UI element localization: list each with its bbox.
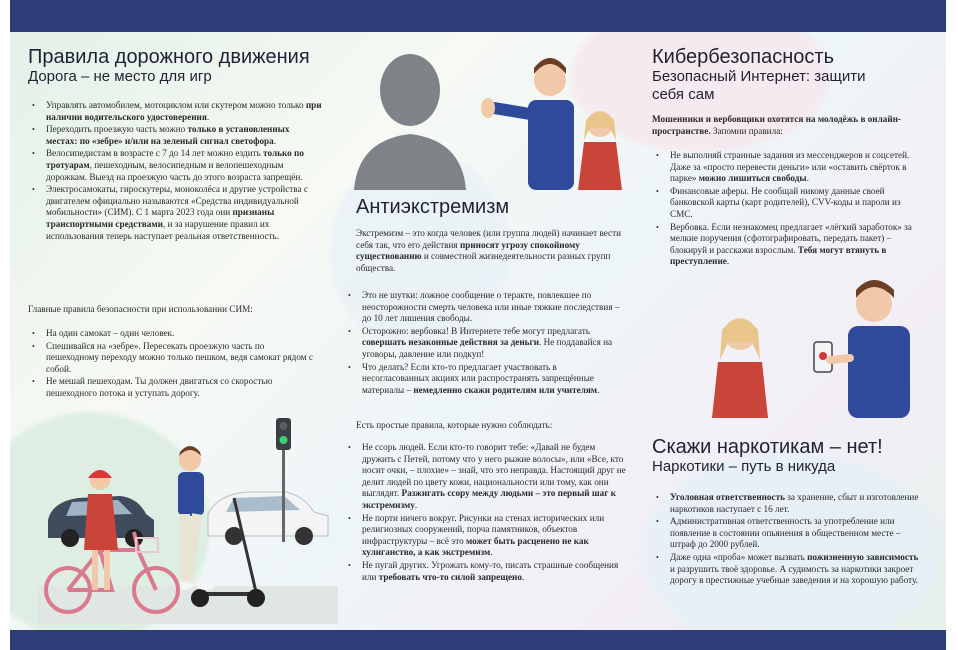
bottom-band (10, 630, 946, 650)
cyber-title: Кибербезопасность (652, 46, 834, 68)
white-car (208, 492, 328, 545)
extremism-column (344, 32, 634, 630)
drugs-item: • Даже одна «проба» может вызвать пожизненную зависимость и разрушить твоё здоровье. А судимость за наркотики закроет дорогу в престижные учебные заведения и на хорошую работу. (652, 552, 924, 587)
road-item: • Управлять автомобилем, мотоциклом или скутером можно только при наличии водительского удостоверения. (28, 100, 323, 123)
cyber-item: • Финансовые аферы. Не сообщай никому данные своей банковской карты (карт родителей), CVV-коды и пароли из СМС. (652, 186, 922, 221)
extremism-rule: • Не пугай других. Угрожать кому-то, писать страшные сообщения или требовать что-то силой запрещено. (344, 560, 626, 583)
extremism-rules-list (344, 442, 626, 584)
extremism-title: Антиэкстремизм (356, 196, 510, 218)
extremism-rules-title: Есть простые правила, которые нужно соблюдать: (356, 420, 553, 430)
silhouette-figure (354, 54, 466, 190)
road-item: • Переходить проезжую часть можно только в установленных местах: по «зебре» и/или на зеленый сигнал светофора. (28, 124, 323, 147)
sim-item: • Спешивайся на «зебре». Пересекать проезжую часть по пешеходному переходу можно только пешком, ведя самокат рядом с собой. (28, 341, 318, 376)
road-column (28, 32, 328, 630)
extremism-intro: Экстремизм – это когда человек (или группа людей) начинает вести себя так, что его действия приносят угрозу спокойному существованию и совместной жизнедеятельности разных групп общества. (356, 228, 622, 273)
girl-worried (712, 318, 768, 418)
sim-list (28, 328, 318, 401)
road-illustration (38, 410, 338, 624)
cyber-subtitle: Безопасный Интернет: защити себя сам (652, 68, 866, 103)
extremism-item: • Это не шутки: ложное сообщение о теракте, повлекшее по неосторожности смерть человека или иные тяжкие последствия – до 10 лет лишения свободы. (344, 290, 626, 325)
road-list (28, 100, 323, 243)
road-item: • Велосипедистам в возрасте с 7 до 14 лет можно ездить только по тротуарам, пешеходным, велосипедным и велопешеходным дорожкам. Выезд на проезжую часть до этого возраста запрещён. (28, 148, 323, 183)
alert-icon (819, 352, 827, 360)
extremism-list (344, 290, 626, 397)
road-subtitle: Дорога – не место для игр (28, 68, 212, 85)
sim-title: Главные правила безопасности при использовании СИМ: (28, 304, 253, 314)
brochure-sheet (10, 32, 946, 630)
extremism-rule: • Не ссорь людей. Если кто-то говорит тебе: «Давай не будем дружить с Петей, потому что у него рыжие волосы», или «Все, кто носит очки, – плохие» – знай, что это неправда. Настоящий друг не делит людей по цвету кожи, национальности или тому, как они выглядят. Разжигать ссору между людьми – это первый шаг к экстремизму. (344, 442, 626, 512)
boy-with-phone (814, 280, 910, 418)
extremism-rule: • Не порти ничего вокруг. Рисунки на стенах исторических или религиозных сооружений, порча памятников, объектов инфраструктуры – всё это может быть расценено не как хулиганство, а как экстремизм. (344, 513, 626, 559)
drugs-item: • Административная ответственность за употребление или появление в состоянии опьянения в общественном месте – штраф до 2000 рублей. (652, 516, 924, 551)
girl-cyclist (84, 470, 118, 590)
cyber-list (652, 150, 922, 269)
cyber-illustration (698, 268, 934, 418)
boy-stop-gesture (481, 58, 574, 190)
drugs-subtitle: Наркотики – путь в никуда (652, 458, 836, 475)
extremism-illustration (354, 48, 634, 190)
helmet-icon (88, 470, 112, 478)
cyber-item: • Вербовка. Если незнакомец предлагает «лёгкий заработок» за мелкие поручения (сфотографировать, передать пакет) – блокируй и расскажи взрослым. Тебя могут втянуть в преступление. (652, 222, 922, 268)
cyber-item: • Не выполняй странные задания из мессенджеров и соцсетей. Даже за «просто перевести деньги» или «оставить свёрток в парке» можно лишиться свободы. (652, 150, 922, 185)
extremism-item: • Осторожно: вербовка! В Интернете тебе могут предлагать совершать незаконные действия за деньги. Не поддавайся на уговоры, давление или подкуп! (344, 326, 626, 361)
extremism-item: • Что делать? Если кто-то предлагает участвовать в несогласованных акциях или распространять запрещённые материалы – немедленно скажи родителям или учителям. (344, 362, 626, 397)
cyber-column (652, 32, 934, 630)
sim-item: • Не мешай пешеходам. Ты должен двигаться со скоростью пешеходного потока и уступать дорогу. (28, 376, 318, 399)
road-title: Правила дорожного движения (28, 46, 310, 68)
drugs-title: Скажи наркотикам – нет! (652, 436, 883, 458)
cyber-intro: Мошенники и вербовщики охотятся на молодёжь в онлайн-пространстве. Запомни правила: (652, 114, 901, 136)
road-item: • Электросамокаты, гироскутеры, моноколёса и другие устройства с двигателем официально называются «Средства индивидуальной мобильности» (СИМ). С 1 марта 2023 года они признаны транспортными средствами, и за нарушение правил их использования теперь наступает реальная ответственность. (28, 184, 323, 242)
drugs-list (652, 492, 924, 588)
little-girl (578, 111, 622, 190)
top-band (10, 0, 946, 32)
drugs-item: • Уголовная ответственность за хранение, сбыт и изготовление наркотиков наступает с 16 лет. (652, 492, 924, 515)
sim-item: • На один самокат – один человек. (28, 328, 318, 340)
